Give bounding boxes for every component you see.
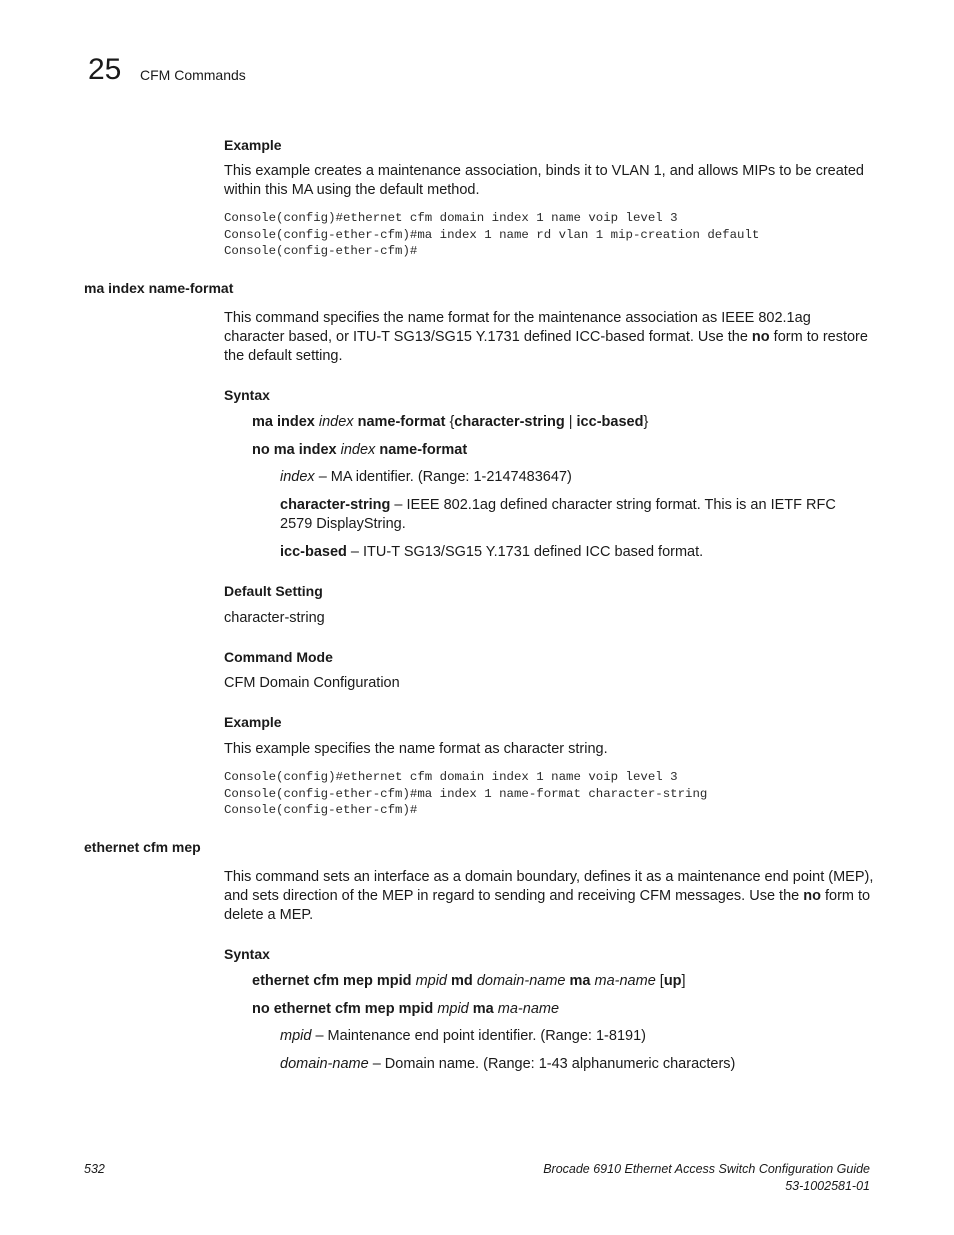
code-line: Console(config)#ethernet cfm domain index 1 name voip level 3: [224, 770, 678, 784]
code-line: Console(config-ether-cfm)#: [224, 244, 418, 258]
default-setting-heading: Default Setting: [224, 583, 323, 599]
command-title: ma index name-format: [84, 280, 234, 296]
command-mode-heading: Command Mode: [224, 649, 333, 665]
parameter-item: icc-based – ITU-T SG13/SG15 Y.1731 defined ICC based format.: [280, 544, 704, 560]
syntax-line: ethernet cfm mep mpid mpid md domain-name ma ma-name [up]: [252, 973, 686, 989]
parameter-item: character-string – IEEE 802.1ag defined character string format. This is an IETF RFC 2579 DisplayString.: [280, 497, 836, 532]
syntax-heading: Syntax: [224, 946, 270, 962]
syntax-line: no ma index index name-format: [252, 442, 468, 458]
parameter-item: index – MA identifier. (Range: 1-2147483647): [280, 469, 572, 485]
guide-title: Brocade 6910 Ethernet Access Switch Configuration Guide: [543, 1162, 870, 1176]
chapter-number: 25: [88, 53, 122, 86]
example-description: This example specifies the name format as character string.: [224, 741, 608, 757]
parameter-item: mpid – Maintenance end point identifier. (Range: 1-8191): [280, 1028, 646, 1044]
default-setting-value: character-string: [224, 610, 325, 626]
code-block: [224, 769, 707, 819]
code-line: Console(config-ether-cfm)#: [224, 803, 418, 817]
command-description: This command sets an interface as a domain boundary, defines it as a maintenance end point (MEP), and sets direction of the MEP in regard to sending and receiving CFM messages. Use the no form to delete a MEP.: [224, 869, 874, 923]
command-title: ethernet cfm mep: [84, 839, 201, 855]
code-line: Console(config)#ethernet cfm domain index 1 name voip level 3: [224, 211, 678, 225]
parameter-item: domain-name – Domain name. (Range: 1-43 alphanumeric characters): [280, 1056, 736, 1072]
syntax-line: no ethernet cfm mep mpid mpid ma ma-name: [252, 1001, 560, 1017]
example-description: This example creates a maintenance association, binds it to VLAN 1, and allows MIPs to be created within this MA using the default method.: [224, 163, 864, 198]
code-line: Console(config-ether-cfm)#ma index 1 name rd vlan 1 mip-creation default: [224, 227, 760, 242]
syntax-heading: Syntax: [224, 387, 270, 403]
example-heading: Example: [224, 714, 282, 730]
syntax-line: ma index index name-format {character-string | icc-based}: [252, 414, 649, 430]
code-block: [224, 210, 759, 260]
chapter-title: CFM Commands: [140, 67, 246, 83]
command-mode-value: CFM Domain Configuration: [224, 675, 400, 691]
command-description: This command specifies the name format for the maintenance association as IEEE 802.1ag character based, or ITU-T SG13/SG15 Y.1731 defined ICC-based format. Use the no form to restore the default setting.: [224, 310, 868, 364]
keyword-no: no: [751, 329, 770, 345]
code-line: Console(config-ether-cfm)#ma index 1 name-format character-string: [224, 786, 708, 801]
document-number: 53-1002581-01: [785, 1179, 870, 1193]
example-heading: Example: [224, 137, 282, 153]
keyword-no: no: [803, 888, 821, 904]
page-number: 532: [84, 1162, 105, 1176]
